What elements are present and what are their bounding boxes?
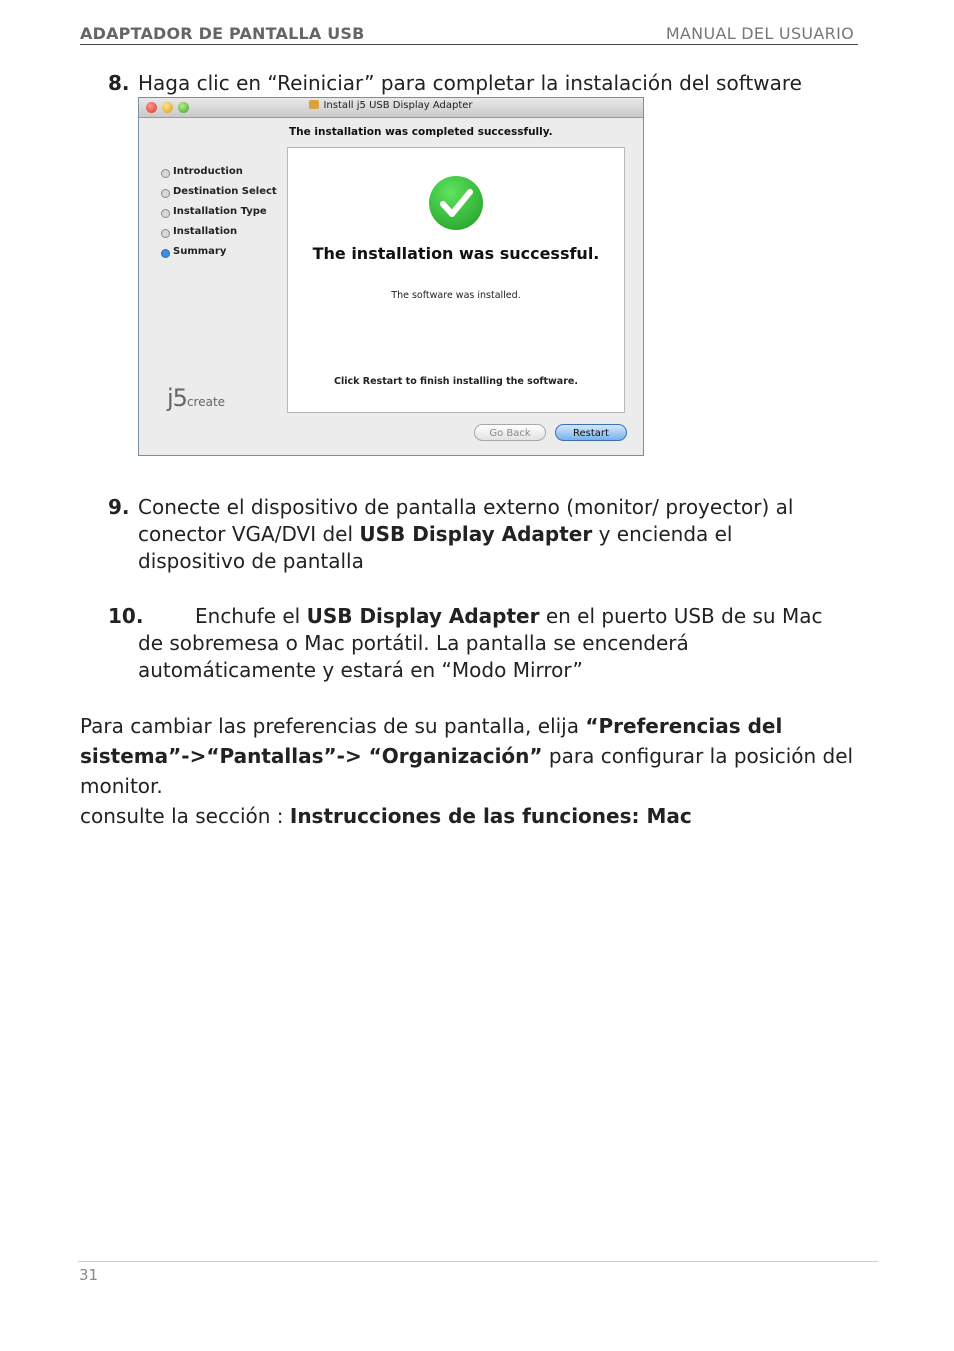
checkmark-icon: [429, 176, 483, 230]
step-bullet-icon: [161, 169, 170, 178]
paragraph-line-3: monitor.: [80, 774, 163, 798]
package-icon: [309, 100, 319, 109]
paragraph-line-2: sistema”->“Pantallas”-> “Organización” para configurar la posición del: [80, 744, 854, 768]
step-text-line-3: automáticamente y estará en “Modo Mirror”: [138, 658, 583, 682]
menu-path: sistema”->“Pantallas”-> “Organización”: [80, 744, 543, 768]
installer-heading: The installation was completed successfully.: [289, 126, 553, 138]
installed-message: The software was installed.: [391, 290, 521, 301]
header-title: ADAPTADOR DE PANTALLA USB: [80, 24, 365, 43]
sidebar-item-installation-type: Installation Type: [159, 206, 277, 226]
installer-window-screenshot: [138, 97, 644, 456]
installer-content-panel: [287, 147, 625, 413]
step-number: 9.: [108, 495, 130, 519]
product-name: USB Display Adapter: [306, 604, 540, 628]
restart-button[interactable]: Restart: [555, 424, 627, 441]
page-header: [80, 22, 858, 45]
menu-path: “Preferencias del: [585, 714, 783, 738]
step-text-line-3: dispositivo de pantalla: [138, 549, 364, 573]
step-10: [108, 603, 888, 693]
product-name: USB Display Adapter: [359, 522, 593, 546]
window-title: Install j5 USB Display Adapter: [139, 100, 643, 111]
go-back-button[interactable]: Go Back: [474, 424, 546, 441]
active-step-bullet-icon: [161, 249, 170, 258]
installer-steps-sidebar: [159, 166, 277, 266]
step-bullet-icon: [161, 209, 170, 218]
header-manual-label: MANUAL DEL USUARIO: [665, 24, 854, 43]
sidebar-item-summary: Summary: [159, 246, 277, 266]
success-message: The installation was successful.: [312, 244, 600, 263]
step-bullet-icon: [161, 229, 170, 238]
restart-instruction: Click Restart to finish installing the software.: [334, 376, 578, 387]
step-bullet-icon: [161, 189, 170, 198]
step-text-line-1: Conecte el dispositivo de pantalla externo (monitor/ proyector) al: [138, 495, 794, 519]
see-section-line: consulte la sección : Instrucciones de las funciones: Mac: [80, 804, 692, 828]
step-number: 8.: [108, 71, 130, 95]
j5create-logo: j5create: [167, 384, 226, 412]
sidebar-item-destination-select: Destination Select: [159, 186, 277, 206]
step-text-line-1: Enchufe el USB Display Adapter en el puerto USB de su Mac: [195, 604, 823, 628]
paragraph-line-1: Para cambiar las preferencias de su pantalla, elija “Preferencias del: [80, 714, 783, 738]
step-9: [108, 494, 888, 584]
sidebar-item-installation: Installation: [159, 226, 277, 246]
window-titlebar: [139, 98, 643, 118]
sidebar-item-introduction: Introduction: [159, 166, 277, 186]
step-number: 10.: [108, 604, 144, 628]
section-reference: Instrucciones de las funciones: Mac: [289, 804, 692, 828]
step-text: Haga clic en “Reiniciar” para completar la instalación del software: [138, 71, 802, 95]
page-number: 31: [79, 1266, 99, 1284]
step-text-line-2: de sobremesa o Mac portátil. La pantalla se encenderá: [138, 631, 689, 655]
step-text-line-2: conector VGA/DVI del USB Display Adapter y encienda el: [138, 522, 733, 546]
footer-divider: [78, 1261, 878, 1262]
display-preferences-paragraph: [80, 711, 880, 831]
